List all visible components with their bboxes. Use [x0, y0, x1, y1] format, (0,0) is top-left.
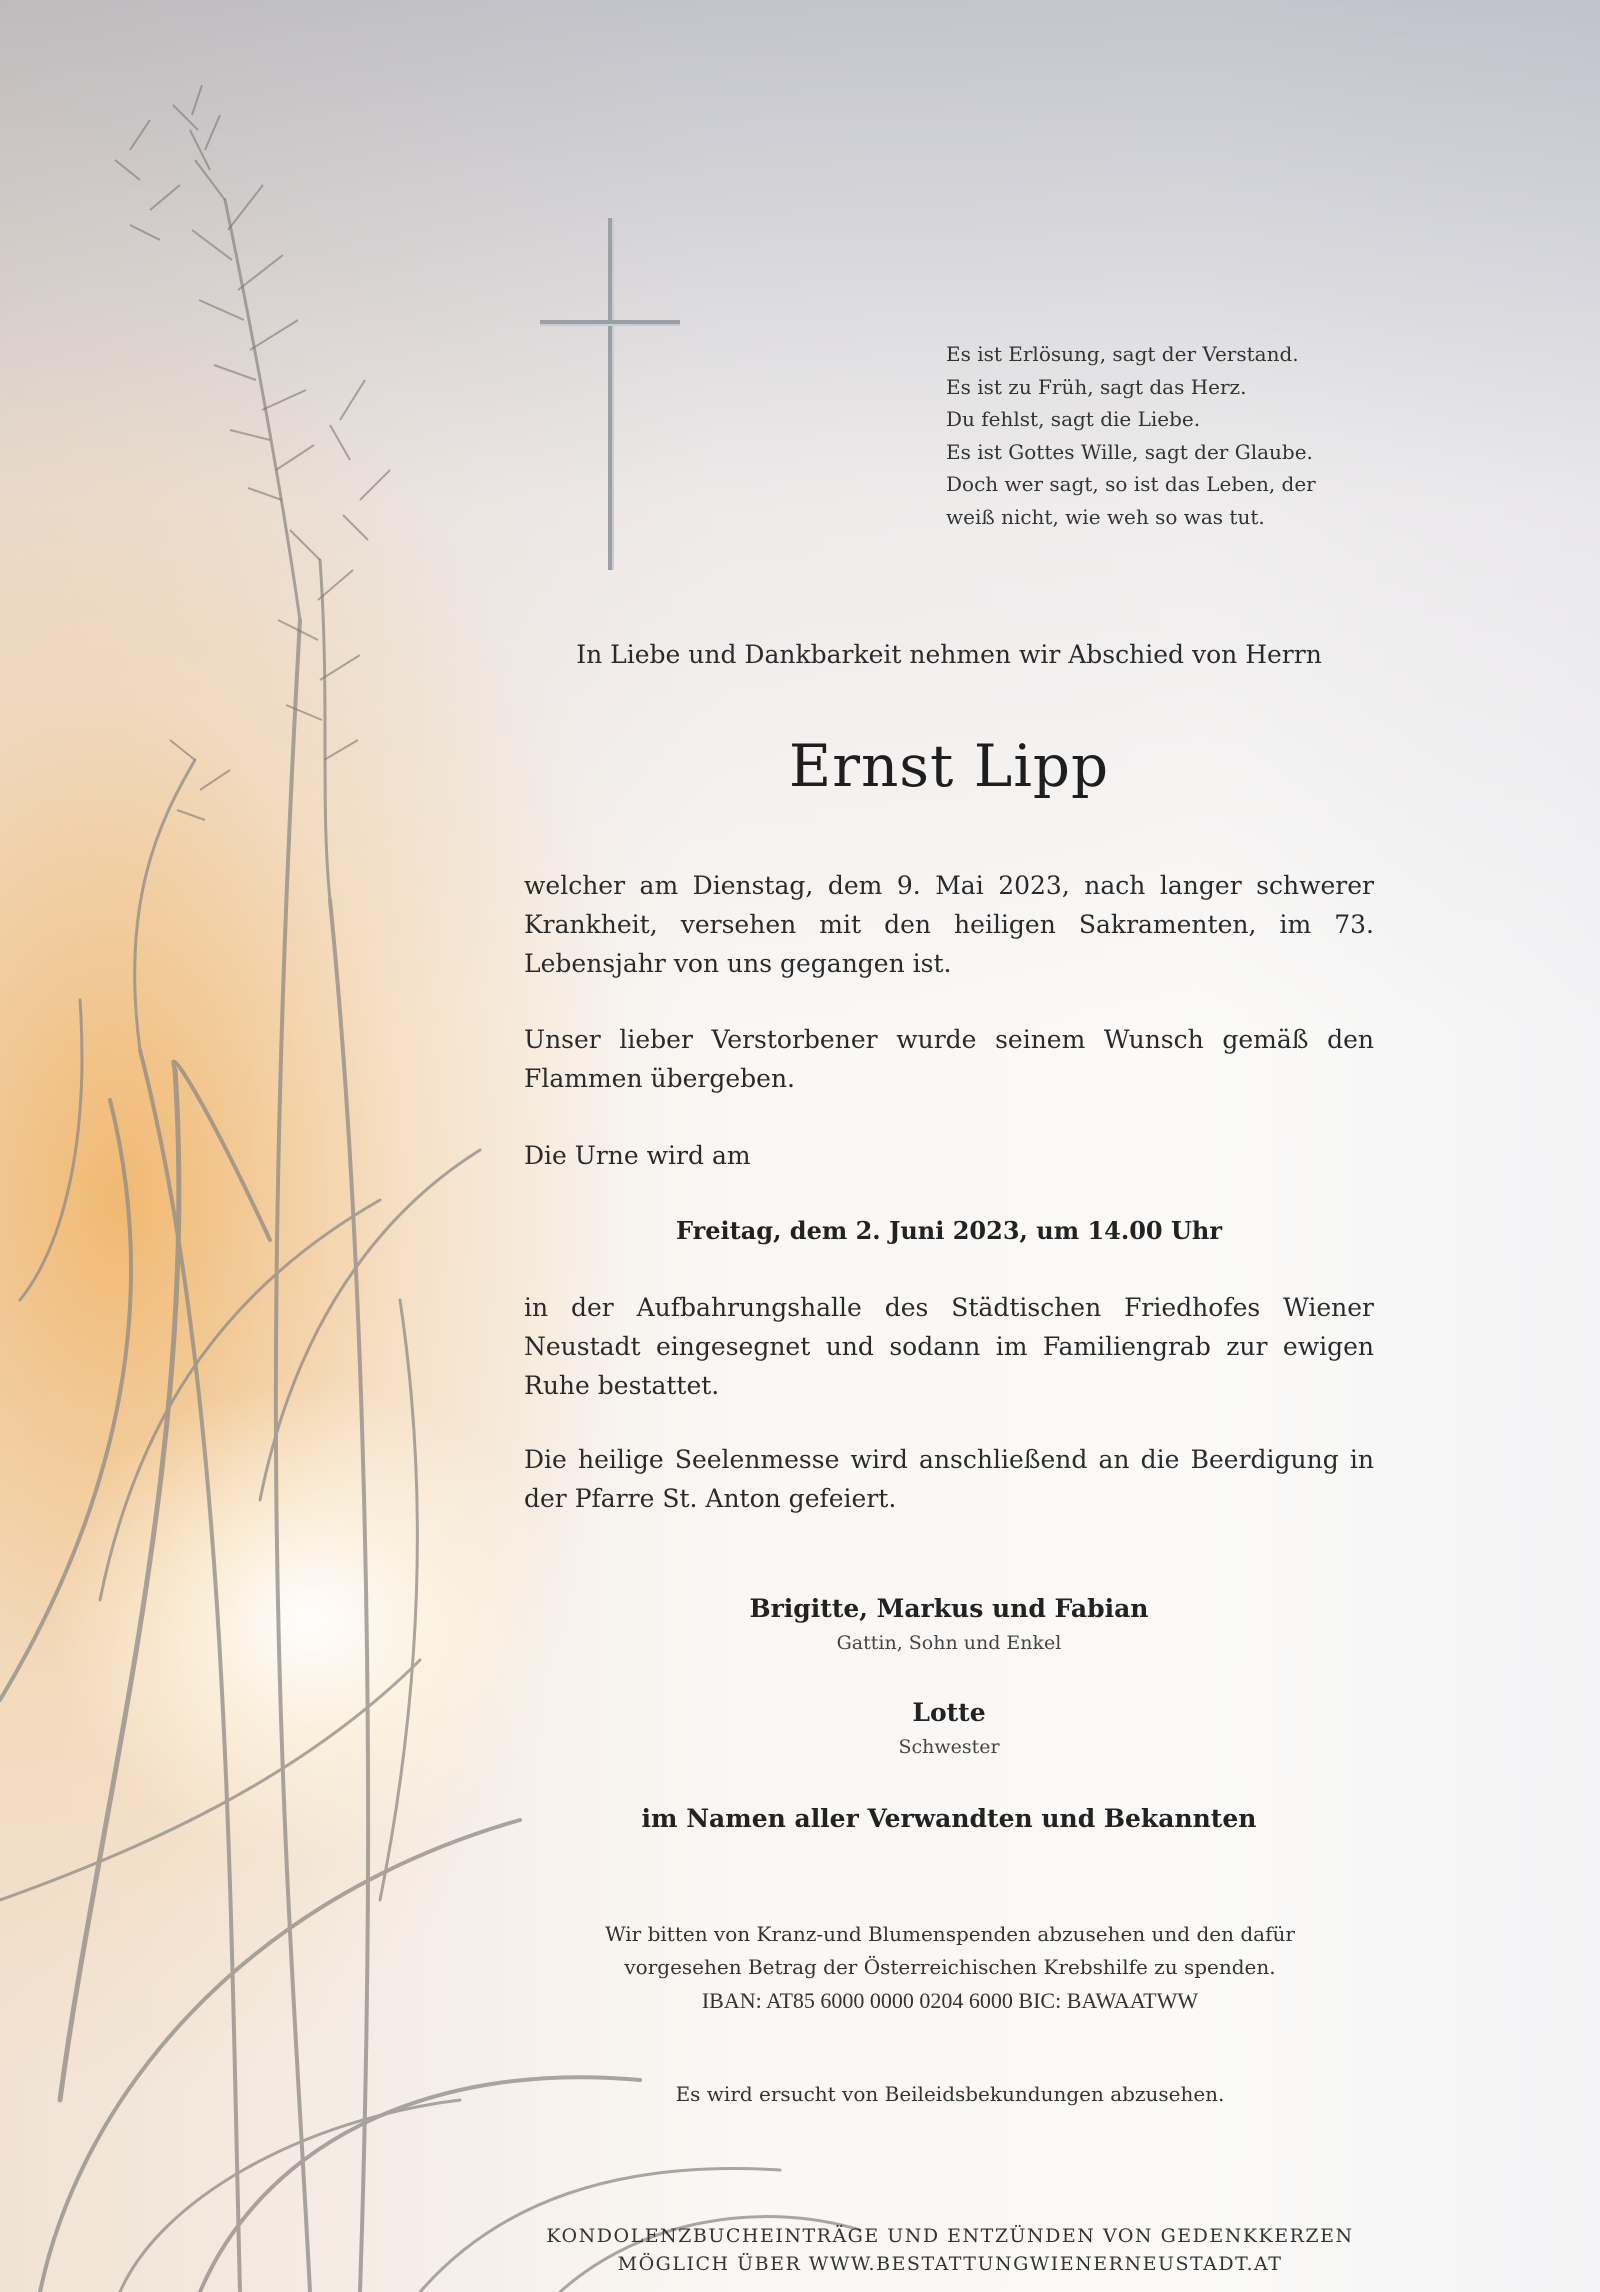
intro-text: In Liebe und Dankbarkeit nehmen wir Abschied von Herrn [576, 640, 1322, 669]
urn-intro: Die Urne wird am [524, 1141, 751, 1170]
mass-paragraph: Die heilige Seelenmesse wird anschließend an die Beerdigung in der Pfarre St. Anton gefeiert. [524, 1445, 1374, 1513]
footer-website: MÖGLICH ÜBER WWW.BESTATTUNGWIENERNEUSTADT.AT [617, 2253, 1283, 2275]
mourner-names: Brigitte, Markus und Fabian [749, 1594, 1149, 1623]
poem-line: Du fehlst, sagt die Liebe. [946, 407, 1201, 431]
death-notice-paragraph: welcher am Dienstag, dem 9. Mai 2023, nach langer schwerer Krankheit, versehen mit den heiligen Sakramenten, im 73. Lebensjahr von uns gegangen ist. [524, 871, 1374, 978]
donation-line: vorgesehen Betrag der Österreichischen Krebshilfe zu spenden. [624, 1955, 1276, 1979]
bank-details: IBAN: AT85 6000 0000 0204 6000 BIC: BAWAATWW [701, 1988, 1199, 2013]
poem-line: Es ist Erlösung, sagt der Verstand. [946, 342, 1299, 366]
closing-line: im Namen aller Verwandten und Bekannten [641, 1804, 1257, 1833]
poem-line: Es ist Gottes Wille, sagt der Glaube. [946, 439, 1313, 464]
mourner-names: Lotte [912, 1698, 986, 1727]
donation-line: Wir bitten von Kranz-und Blumenspenden abzusehen und den dafür [605, 1922, 1295, 1946]
mourner-relation: Gattin, Sohn und Enkel [836, 1632, 1062, 1654]
burial-paragraph: in der Aufbahrungshalle des Städtischen Friedhofes Wiener Neustadt eingesegnet und sodann im Familiengrab zur ewigen Ruhe bestattet. [524, 1293, 1374, 1400]
poem-line: Es ist zu Früh, sagt das Herz. [946, 374, 1247, 399]
ceremony-date: Freitag, dem 2. Juni 2023, um 14.00 Uhr [676, 1216, 1222, 1245]
footer-line: KONDOLENZBUCHEINTRÄGE UND ENTZÜNDEN VON GEDENKKERZEN [546, 2225, 1354, 2247]
donation-note [520, 1918, 1380, 2017]
cremation-paragraph: Unser lieber Verstorbener wurde seinem Wunsch gemäß den Flammen übergeben. [524, 1025, 1374, 1093]
poem [946, 338, 1386, 533]
poem-line: weiß nicht, wie weh so was tut. [946, 504, 1265, 529]
condolence-note: Es wird ersucht von Beileidsbekundungen abzusehen. [675, 2082, 1225, 2106]
poem-line: Doch wer sagt, so ist das Leben, der [946, 472, 1316, 496]
footer-note [500, 2222, 1400, 2278]
cross-icon [540, 218, 680, 570]
mourner-relation: Schwester [898, 1736, 1000, 1758]
deceased-name: Ernst Lipp [788, 732, 1110, 800]
